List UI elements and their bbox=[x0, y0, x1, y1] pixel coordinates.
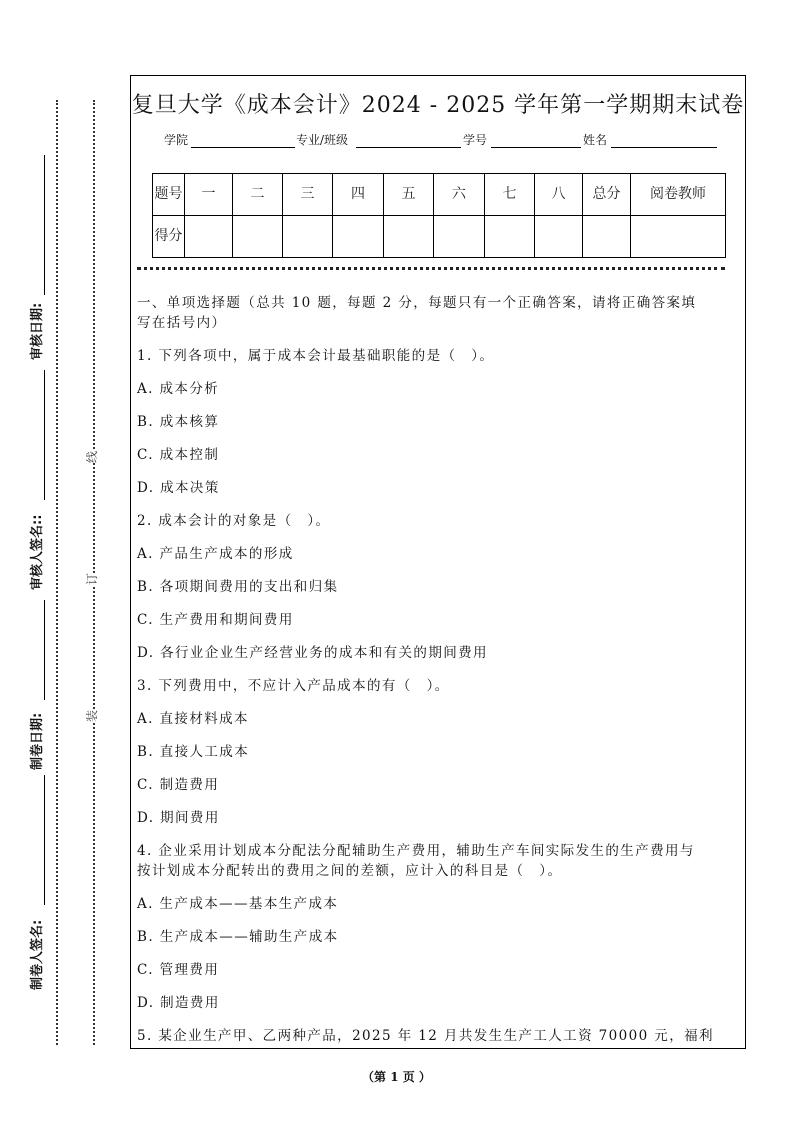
score-cell[interactable] bbox=[631, 216, 726, 258]
answer-option[interactable]: C. 制造费用 bbox=[137, 777, 220, 793]
answer-option[interactable]: A. 直接材料成本 bbox=[137, 711, 249, 727]
question-line: 5. 某企业生产甲、乙两种产品，2025 年 12 月共发生生产工人工资 70000 元，福利 bbox=[137, 1028, 714, 1044]
header-cell: 八 bbox=[535, 174, 583, 216]
score-cell[interactable] bbox=[434, 216, 485, 258]
binding-dotted-line-outer bbox=[56, 100, 58, 1045]
reviewer-signature-label: 审核人签名:: bbox=[30, 514, 45, 590]
review-date-line[interactable] bbox=[44, 155, 45, 295]
answer-option[interactable]: C. 生产费用和期间费用 bbox=[137, 612, 294, 628]
page-number: （第 1 页 ） bbox=[362, 1070, 431, 1084]
preparer-signature-line[interactable] bbox=[44, 775, 45, 905]
answer-option[interactable]: D. 成本决策 bbox=[137, 480, 220, 496]
question-line: 1. 下列各项中，属于成本会计最基础职能的是（ ）。 bbox=[137, 348, 495, 364]
question-line: 3. 下列费用中，不应计入产品成本的有（ ）。 bbox=[137, 678, 450, 694]
header-cell: 一 bbox=[185, 174, 233, 216]
score-cell[interactable] bbox=[384, 216, 434, 258]
header-cell: 五 bbox=[384, 174, 434, 216]
major-class-field[interactable] bbox=[356, 147, 461, 148]
preparation-date-label: 制卷日期: bbox=[30, 712, 45, 770]
answer-option[interactable]: A. 产品生产成本的形成 bbox=[137, 546, 294, 562]
header-cell: 四 bbox=[333, 174, 384, 216]
answer-option[interactable]: C. 管理费用 bbox=[137, 962, 220, 978]
question-stem bbox=[137, 676, 743, 696]
score-cell[interactable] bbox=[583, 216, 631, 258]
answer-option[interactable]: A. 生产成本——基本生产成本 bbox=[137, 896, 339, 912]
review-date-label: 审核日期: bbox=[30, 302, 45, 360]
score-row bbox=[153, 216, 726, 258]
name-label: 姓名 bbox=[583, 133, 608, 147]
question-stem bbox=[137, 511, 743, 531]
score-cell[interactable] bbox=[333, 216, 384, 258]
heading-line: 一、单项选择题（总共 10 题，每题 2 分，每题只有一个正确答案，请将正确答案填 bbox=[137, 295, 697, 311]
binding-char-ding: 订 bbox=[85, 572, 100, 586]
answer-option[interactable]: B. 生产成本——辅助生产成本 bbox=[137, 929, 339, 945]
section-heading bbox=[137, 293, 743, 333]
answer-option[interactable]: D. 各行业企业生产经营业务的成本和有关的期间费用 bbox=[137, 645, 488, 661]
score-table bbox=[152, 173, 726, 258]
reviewer-signature-line[interactable] bbox=[44, 370, 45, 500]
score-cell[interactable] bbox=[283, 216, 333, 258]
dotted-separator bbox=[137, 267, 725, 270]
score-cell[interactable] bbox=[185, 216, 233, 258]
answer-option[interactable]: B. 各项期间费用的支出和归集 bbox=[137, 579, 339, 595]
answer-option[interactable]: C. 成本控制 bbox=[137, 447, 220, 463]
score-cell[interactable] bbox=[535, 216, 583, 258]
binding-char-xian: 线 bbox=[85, 450, 100, 464]
header-cell: 二 bbox=[233, 174, 283, 216]
heading-line: 写在括号内） bbox=[137, 315, 227, 331]
student-id-field[interactable] bbox=[491, 147, 581, 148]
binding-char-zhuang: 装 bbox=[85, 709, 100, 723]
college-field[interactable] bbox=[191, 147, 295, 148]
student-id-label: 学号 bbox=[463, 133, 488, 147]
preparation-date-line[interactable] bbox=[44, 600, 45, 700]
major-class-label: 专业/班级 bbox=[296, 133, 349, 147]
preparer-signature-label: 制卷人签名: bbox=[30, 919, 45, 990]
answer-option[interactable]: A. 成本分析 bbox=[137, 381, 220, 397]
header-cell: 总分 bbox=[583, 174, 631, 216]
exam-page-frame bbox=[130, 75, 746, 1049]
score-cell[interactable] bbox=[233, 216, 283, 258]
question-stem bbox=[137, 841, 743, 881]
score-cell[interactable] bbox=[485, 216, 535, 258]
question-stem bbox=[137, 1026, 743, 1046]
name-field[interactable] bbox=[611, 147, 717, 148]
answer-option[interactable]: B. 成本核算 bbox=[137, 414, 220, 430]
exam-body bbox=[137, 293, 743, 1059]
answer-option[interactable]: D. 期间费用 bbox=[137, 810, 220, 826]
college-label: 学院 bbox=[164, 133, 189, 147]
header-cell: 七 bbox=[485, 174, 535, 216]
answer-option[interactable]: D. 制造费用 bbox=[137, 995, 220, 1011]
signature-margin bbox=[28, 100, 48, 1040]
header-cell: 题号 bbox=[153, 174, 185, 216]
exam-title: 复旦大学《成本会计》2024 - 2025 学年第一学期期末试卷 bbox=[131, 93, 745, 118]
question-stem bbox=[137, 346, 743, 366]
question-number-row bbox=[153, 174, 726, 216]
header-cell: 阅卷教师 bbox=[631, 174, 726, 216]
header-cell: 三 bbox=[283, 174, 333, 216]
answer-option[interactable]: B. 直接人工成本 bbox=[137, 744, 250, 760]
question-line: 按计划成本分配转出的费用之间的差额，应计入的科目是（ ）。 bbox=[137, 863, 563, 879]
question-line: 2. 成本会计的对象是（ ）。 bbox=[137, 513, 331, 529]
score-row-label: 得分 bbox=[153, 216, 185, 258]
header-cell: 六 bbox=[434, 174, 485, 216]
question-line: 4. 企业采用计划成本分配法分配辅助生产费用，辅助生产车间实际发生的生产费用与 bbox=[137, 843, 695, 859]
